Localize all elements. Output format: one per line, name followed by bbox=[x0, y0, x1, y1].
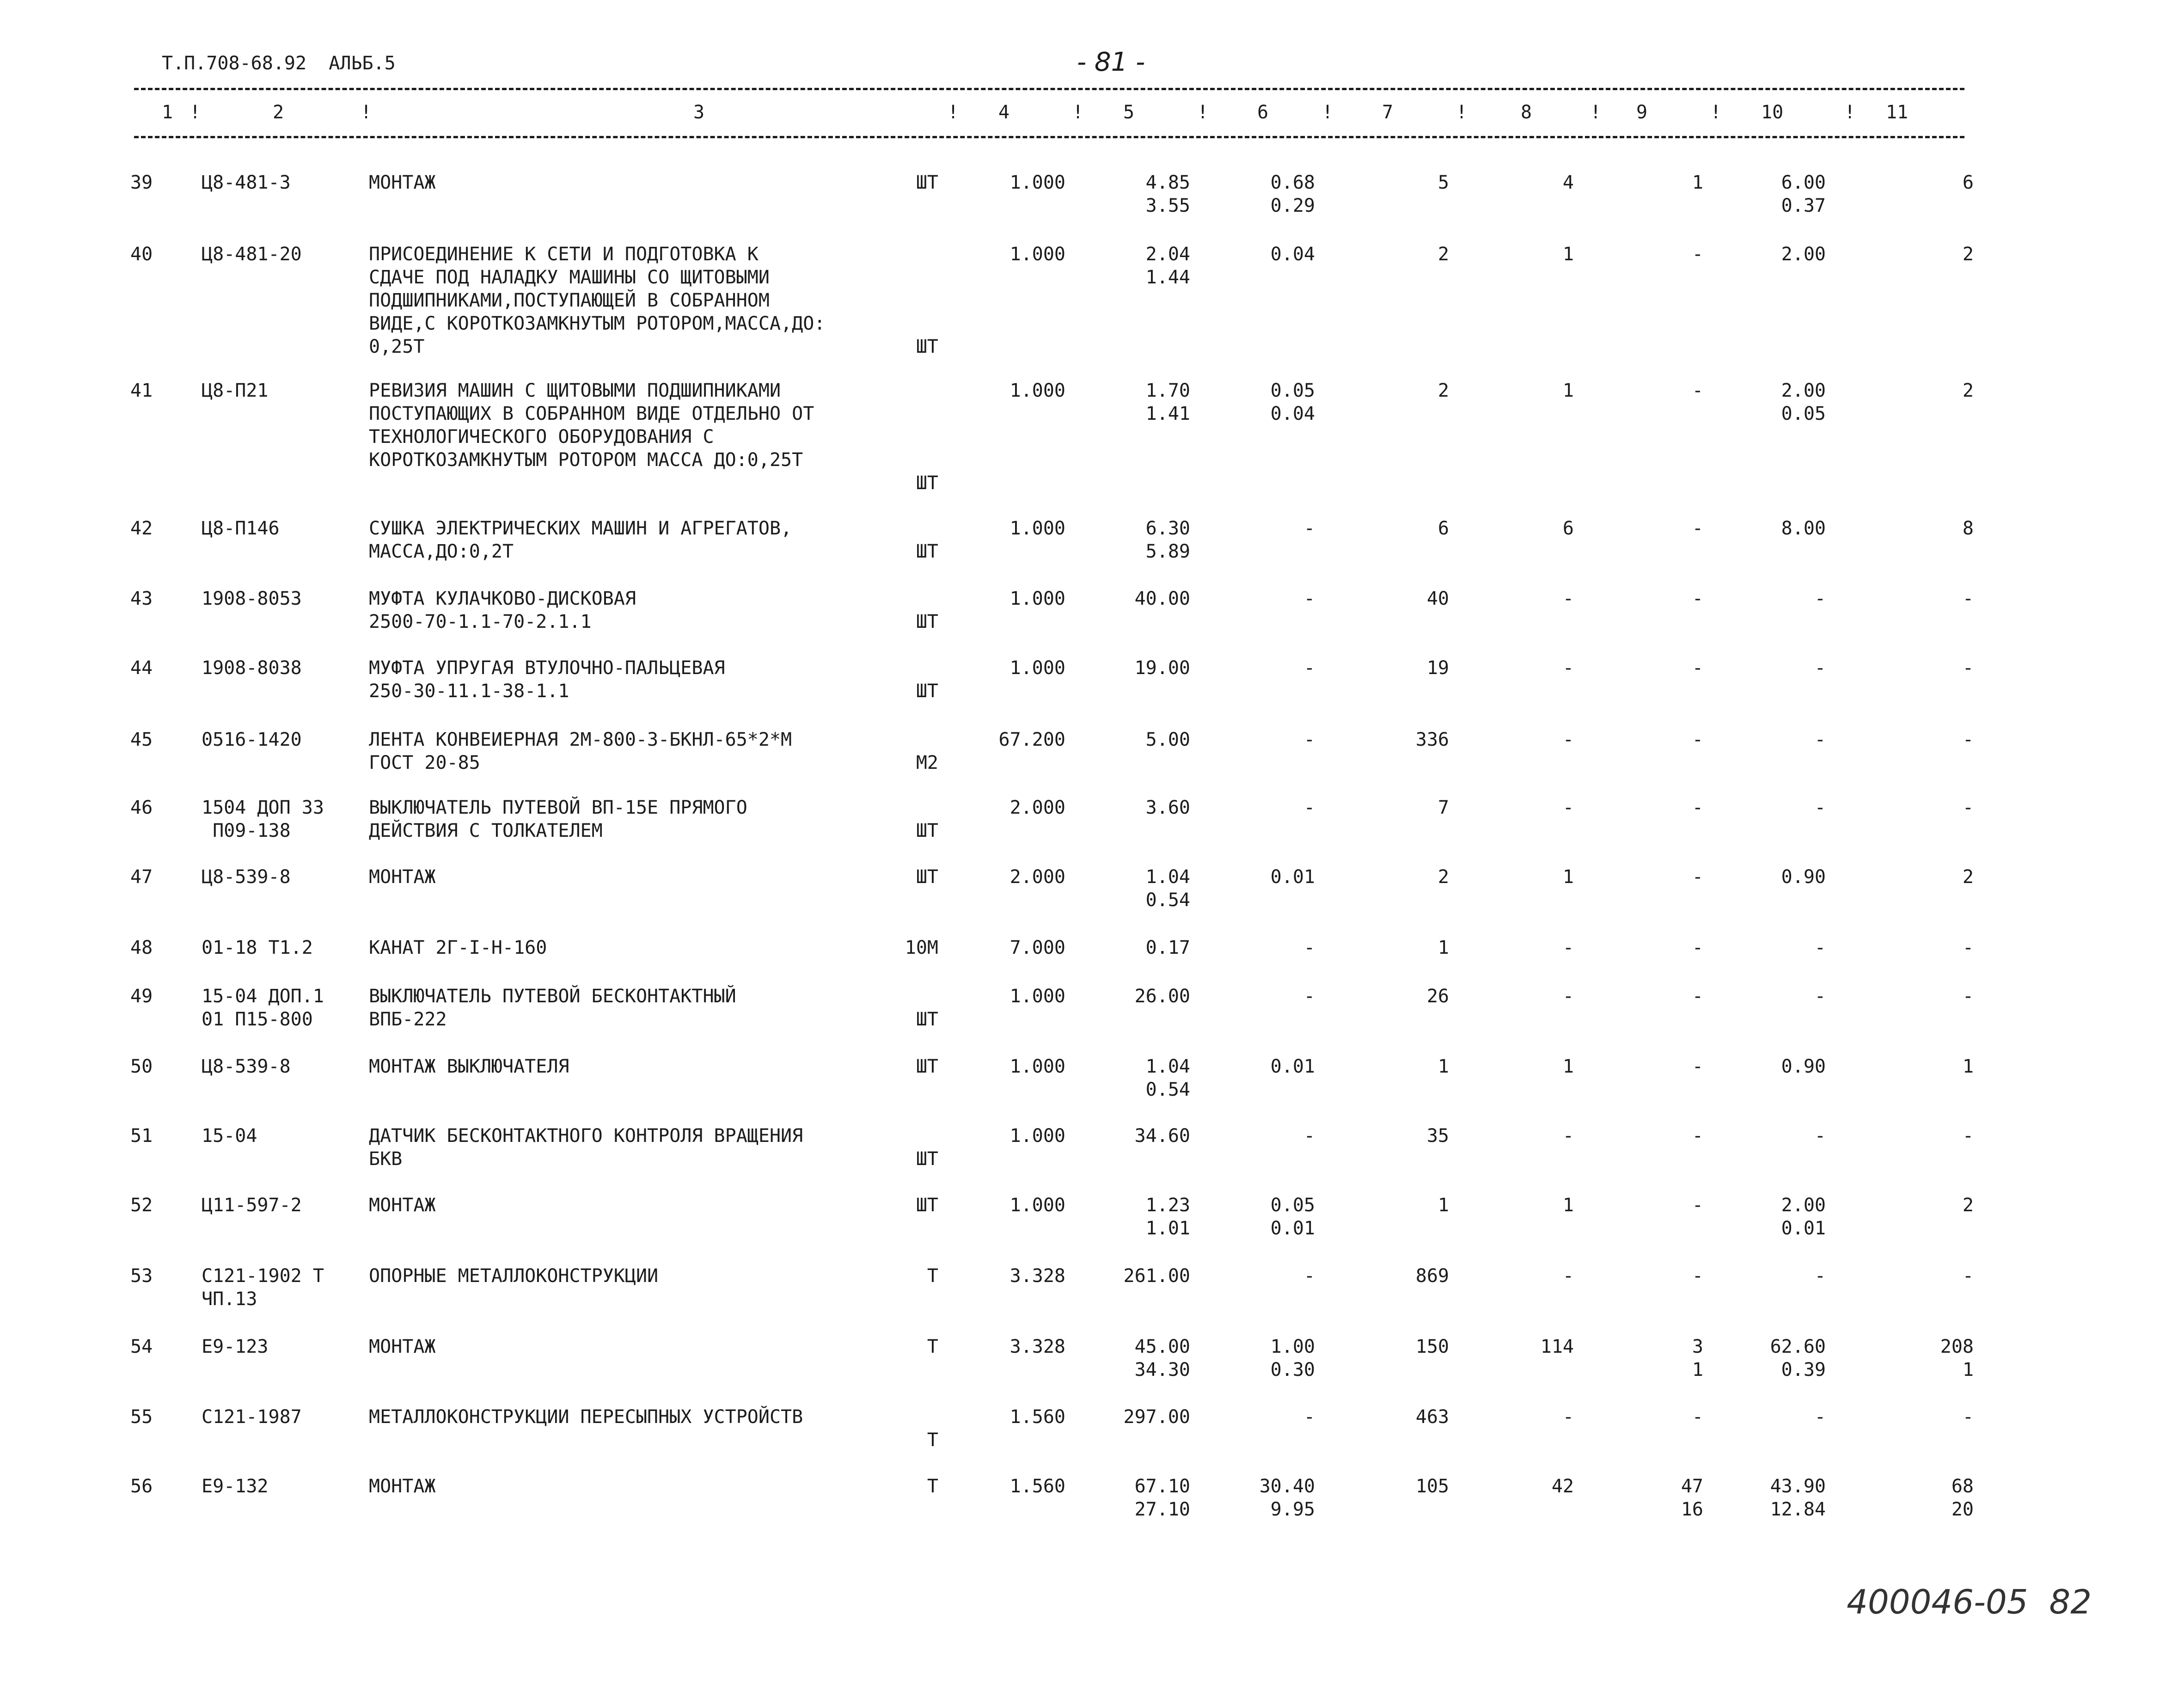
cell-total-cost: 7 bbox=[1438, 797, 1449, 818]
cell-row-number: 39 bbox=[130, 172, 153, 193]
cell-description: МЕТАЛЛОКОНСТРУКЦИИ ПЕРЕСЫПНЫХ УСТРОЙСТВ bbox=[369, 1406, 803, 1428]
cell-wages: 6 bbox=[1562, 518, 1574, 539]
cell-row-number: 42 bbox=[130, 518, 153, 539]
cell-unit-cost: 1.23 1.01 bbox=[1145, 1195, 1190, 1239]
cell-labor-total: - bbox=[1962, 1265, 1974, 1287]
cell-description: МУФТА КУЛАЧКОВО-ДИСКОВАЯ 2500-70-1.1-70-2.1.1 bbox=[369, 588, 636, 632]
cell-labor: 8.00 bbox=[1781, 518, 1826, 539]
cell-labor: 2.00 0.01 bbox=[1781, 1195, 1826, 1239]
cell-unit-cost: 40.00 bbox=[1134, 588, 1190, 609]
cell-machine-cost: - bbox=[1303, 657, 1315, 679]
cell-labor-total: 2 bbox=[1962, 1195, 1974, 1216]
cell-machine-cost: - bbox=[1303, 1406, 1315, 1428]
cell-row-number: 45 bbox=[130, 729, 153, 750]
cell-unit-cost: 297.00 bbox=[1123, 1406, 1190, 1428]
cell-labor: 0.90 bbox=[1781, 1056, 1826, 1077]
cell-code: С121-1902 Т ЧП.13 bbox=[202, 1265, 324, 1310]
cell-labor: - bbox=[1814, 1406, 1826, 1428]
column-header: 7 bbox=[1382, 102, 1394, 123]
cell-wages: 42 bbox=[1551, 1476, 1574, 1497]
cell-labor-total: - bbox=[1962, 937, 1974, 958]
cell-description: СУШКА ЭЛЕКТРИЧЕСКИХ МАШИН И АГРЕГАТОВ, МАССА,ДО:0,2Т bbox=[369, 518, 792, 562]
cell-code: 15-04 bbox=[202, 1125, 257, 1147]
cell-unit: ШТ bbox=[916, 611, 938, 632]
cell-quantity: 7.000 bbox=[1009, 937, 1065, 958]
cell-machine-wages: - bbox=[1692, 1056, 1703, 1077]
cell-machine-cost: 1.00 0.30 bbox=[1270, 1336, 1315, 1380]
cell-quantity: 67.200 bbox=[998, 729, 1065, 750]
cell-labor: 2.00 0.05 bbox=[1781, 380, 1826, 424]
cell-labor: 0.90 bbox=[1781, 866, 1826, 888]
column-header: 11 bbox=[1886, 102, 1909, 123]
cell-unit: Т bbox=[927, 1336, 938, 1357]
cell-unit: ШТ bbox=[916, 681, 938, 702]
cell-unit-cost: 261.00 bbox=[1123, 1265, 1190, 1287]
column-header: 3 bbox=[693, 102, 705, 123]
cell-total-cost: 5 bbox=[1438, 172, 1449, 193]
cell-description: ВЫКЛЮЧАТЕЛЬ ПУТЕВОЙ БЕСКОНТАКТНЫЙ ВПБ-222 bbox=[369, 986, 736, 1030]
cell-machine-wages: - bbox=[1692, 657, 1703, 679]
cell-labor: 62.60 0.39 bbox=[1770, 1336, 1826, 1380]
cell-total-cost: 1 bbox=[1438, 1195, 1449, 1216]
cell-unit: ШТ bbox=[916, 866, 938, 888]
cell-wages: 1 bbox=[1562, 380, 1574, 401]
cell-machine-wages: - bbox=[1692, 244, 1703, 265]
cell-labor-total: - bbox=[1962, 1125, 1974, 1147]
cell-machine-wages: 3 1 bbox=[1692, 1336, 1703, 1380]
cell-wages: - bbox=[1562, 797, 1574, 818]
cell-description: ДАТЧИК БЕСКОНТАКТНОГО КОНТРОЛЯ ВРАЩЕНИЯ БКВ bbox=[369, 1125, 803, 1170]
cell-row-number: 48 bbox=[130, 937, 153, 958]
cell-unit-cost: 67.10 27.10 bbox=[1134, 1476, 1190, 1520]
cell-machine-cost: 0.05 0.01 bbox=[1270, 1195, 1315, 1239]
cell-total-cost: 105 bbox=[1415, 1476, 1449, 1497]
cell-quantity: 1.560 bbox=[1009, 1476, 1065, 1497]
cell-labor-total: - bbox=[1962, 729, 1974, 750]
cell-machine-wages: - bbox=[1692, 518, 1703, 539]
cell-machine-wages: - bbox=[1692, 1406, 1703, 1428]
cell-description: РЕВИЗИЯ МАШИН С ЩИТОВЫМИ ПОДШИПНИКАМИ ПОСТУПАЮЩИХ В СОБРАННОМ ВИДЕ ОТДЕЛЬНО ОТ ТЕХНОЛОГИЧЕСКОГО ОБОРУДОВАНИЯ С КОРОТКОЗАМКНУТЫМ РОТОРОМ МАССА ДО:0,25Т bbox=[369, 380, 814, 471]
cell-machine-cost: 0.04 bbox=[1270, 244, 1315, 265]
cell-unit: ШТ bbox=[916, 172, 938, 193]
cell-labor-total: 8 bbox=[1962, 518, 1974, 539]
cell-quantity: 1.000 bbox=[1009, 588, 1065, 609]
cell-row-number: 54 bbox=[130, 1336, 153, 1357]
cell-machine-wages: - bbox=[1692, 380, 1703, 401]
cell-machine-wages: - bbox=[1692, 1125, 1703, 1147]
cell-row-number: 55 bbox=[130, 1406, 153, 1428]
cell-row-number: 52 bbox=[130, 1195, 153, 1216]
cell-row-number: 56 bbox=[130, 1476, 153, 1497]
cell-unit-cost: 1.04 0.54 bbox=[1145, 1056, 1190, 1100]
cell-machine-cost: - bbox=[1303, 518, 1315, 539]
cell-unit: ШТ bbox=[916, 1148, 938, 1170]
cell-wages: - bbox=[1562, 657, 1574, 679]
cell-unit: ШТ bbox=[916, 541, 938, 562]
cell-total-cost: 150 bbox=[1415, 1336, 1449, 1357]
cell-unit-cost: 3.60 bbox=[1145, 797, 1190, 818]
cell-labor-total: - bbox=[1962, 986, 1974, 1007]
cell-wages: 1 bbox=[1562, 244, 1574, 265]
cell-machine-cost: - bbox=[1303, 937, 1315, 958]
cell-wages: - bbox=[1562, 937, 1574, 958]
cell-code: С121-1987 bbox=[202, 1406, 302, 1428]
cell-unit-cost: 5.00 bbox=[1145, 729, 1190, 750]
cell-wages: 114 bbox=[1540, 1336, 1574, 1357]
column-header: 9 bbox=[1636, 102, 1648, 123]
cell-unit: Т bbox=[927, 1476, 938, 1497]
column-header: 6 bbox=[1257, 102, 1269, 123]
cell-machine-cost: 0.01 bbox=[1270, 1056, 1315, 1077]
cell-code: Е9-132 bbox=[202, 1476, 269, 1497]
cell-unit: ШТ bbox=[916, 1056, 938, 1077]
cell-unit-cost: 19.00 bbox=[1134, 657, 1190, 679]
cell-machine-cost: 0.01 bbox=[1270, 866, 1315, 888]
column-header: 4 bbox=[998, 102, 1010, 123]
cell-machine-wages: - bbox=[1692, 1265, 1703, 1287]
cell-quantity: 1.000 bbox=[1009, 1125, 1065, 1147]
cell-wages: - bbox=[1562, 1406, 1574, 1428]
cell-machine-cost: - bbox=[1303, 729, 1315, 750]
cell-labor: - bbox=[1814, 797, 1826, 818]
cell-wages: - bbox=[1562, 1265, 1574, 1287]
cell-row-number: 49 bbox=[130, 986, 153, 1007]
cell-labor: - bbox=[1814, 1265, 1826, 1287]
cell-machine-wages: - bbox=[1692, 588, 1703, 609]
cell-quantity: 1.000 bbox=[1009, 1056, 1065, 1077]
cell-unit: 10М bbox=[905, 937, 938, 958]
cell-description: МОНТАЖ bbox=[369, 866, 436, 888]
cell-labor-total: 2 bbox=[1962, 866, 1974, 888]
cell-wages: 1 bbox=[1562, 1056, 1574, 1077]
cell-code: Ц8-539-8 bbox=[202, 1056, 291, 1077]
cell-quantity: 2.000 bbox=[1009, 797, 1065, 818]
cell-description: ОПОРНЫЕ МЕТАЛЛОКОНСТРУКЦИИ bbox=[369, 1265, 659, 1287]
cell-labor-total: 2 bbox=[1962, 380, 1974, 401]
cell-machine-cost: - bbox=[1303, 986, 1315, 1007]
cell-unit-cost: 2.04 1.44 bbox=[1145, 244, 1190, 288]
cell-machine-wages: - bbox=[1692, 937, 1703, 958]
cell-machine-wages: - bbox=[1692, 729, 1703, 750]
cell-labor-total: - bbox=[1962, 588, 1974, 609]
cell-description: МУФТА УПРУГАЯ ВТУЛОЧНО-ПАЛЬЦЕВАЯ 250-30-11.1-38-1.1 bbox=[369, 657, 725, 702]
cell-unit: ШТ bbox=[916, 820, 938, 841]
cell-machine-cost: - bbox=[1303, 1125, 1315, 1147]
cell-description: КАНАТ 2Г-I-Н-160 bbox=[369, 937, 547, 958]
cell-unit-cost: 0.17 bbox=[1145, 937, 1190, 958]
cell-row-number: 46 bbox=[130, 797, 153, 818]
cell-code: 1504 ДОП 33 П09-138 bbox=[202, 797, 324, 841]
cell-quantity: 2.000 bbox=[1009, 866, 1065, 888]
cell-row-number: 47 bbox=[130, 866, 153, 888]
cell-unit: ШТ bbox=[916, 1195, 938, 1216]
cell-code: 0516-1420 bbox=[202, 729, 302, 750]
cell-quantity: 1.000 bbox=[1009, 518, 1065, 539]
cell-labor: 43.90 12.84 bbox=[1770, 1476, 1826, 1520]
cell-description: ПРИСОЕДИНЕНИЕ К СЕТИ И ПОДГОТОВКА К СДАЧЕ ПОД НАЛАДКУ МАШИНЫ СО ЩИТОВЫМИ ПОДШИПНИКАМИ,ПОСТУПАЮЩЕЙ В СОБРАННОМ ВИДЕ,С КОРОТКОЗАМКНУТЫМ РОТОРОМ,МАССА,ДО: 0,25Т bbox=[369, 244, 826, 357]
cell-machine-wages: - bbox=[1692, 986, 1703, 1007]
page-number: - 81 - bbox=[1077, 47, 1145, 77]
cell-machine-cost: - bbox=[1303, 1265, 1315, 1287]
cell-unit: ШТ bbox=[916, 472, 938, 494]
cell-total-cost: 869 bbox=[1415, 1265, 1449, 1287]
cell-description: МОНТАЖ bbox=[369, 1336, 436, 1357]
cell-code: 1908-8053 bbox=[202, 588, 302, 609]
cell-code: 01-18 Т1.2 bbox=[202, 937, 313, 958]
cell-unit-cost: 6.30 5.89 bbox=[1145, 518, 1190, 562]
cell-wages: - bbox=[1562, 729, 1574, 750]
cell-machine-cost: 0.68 0.29 bbox=[1270, 172, 1315, 216]
cell-row-number: 50 bbox=[130, 1056, 153, 1077]
cell-machine-wages: - bbox=[1692, 866, 1703, 888]
cell-labor-total: 68 20 bbox=[1951, 1476, 1974, 1520]
cell-total-cost: 2 bbox=[1438, 866, 1449, 888]
cell-code: Ц8-П21 bbox=[202, 380, 269, 401]
cell-unit: М2 bbox=[916, 752, 938, 773]
cell-unit: Т bbox=[927, 1429, 938, 1451]
cell-quantity: 3.328 bbox=[1009, 1265, 1065, 1287]
cell-wages: - bbox=[1562, 986, 1574, 1007]
cell-quantity: 1.000 bbox=[1009, 657, 1065, 679]
cell-code: Ц8-481-3 bbox=[202, 172, 291, 193]
cell-machine-wages: - bbox=[1692, 797, 1703, 818]
cell-labor-total: - bbox=[1962, 657, 1974, 679]
cell-unit-cost: 45.00 34.30 bbox=[1134, 1336, 1190, 1380]
cell-description: МОНТАЖ bbox=[369, 172, 436, 193]
cell-code: Ц8-481-20 bbox=[202, 244, 302, 265]
document-code: Т.П.708-68.92 АЛЬБ.5 bbox=[162, 53, 396, 74]
cell-unit: ШТ bbox=[916, 336, 938, 357]
cell-labor-total: 208 1 bbox=[1940, 1336, 1974, 1380]
cell-total-cost: 1 bbox=[1438, 937, 1449, 958]
cell-labor: - bbox=[1814, 986, 1826, 1007]
cell-wages: 1 bbox=[1562, 866, 1574, 888]
cell-code: 1908-8038 bbox=[202, 657, 302, 679]
cell-total-cost: 1 bbox=[1438, 1056, 1449, 1077]
cell-machine-cost: - bbox=[1303, 797, 1315, 818]
cell-row-number: 53 bbox=[130, 1265, 153, 1287]
cell-labor: - bbox=[1814, 657, 1826, 679]
header-divider-top bbox=[134, 88, 1964, 90]
cell-labor: - bbox=[1814, 588, 1826, 609]
cell-description: МОНТАЖ bbox=[369, 1195, 436, 1216]
cell-machine-wages: - bbox=[1692, 1195, 1703, 1216]
column-header: 2 bbox=[273, 102, 284, 123]
cell-labor: - bbox=[1814, 937, 1826, 958]
cell-row-number: 51 bbox=[130, 1125, 153, 1147]
cell-labor: - bbox=[1814, 729, 1826, 750]
cell-row-number: 44 bbox=[130, 657, 153, 679]
cell-unit-cost: 1.04 0.54 bbox=[1145, 866, 1190, 911]
cell-machine-cost: 30.40 9.95 bbox=[1259, 1476, 1315, 1520]
cell-machine-cost: - bbox=[1303, 588, 1315, 609]
column-header: 8 bbox=[1521, 102, 1532, 123]
cell-quantity: 1.000 bbox=[1009, 380, 1065, 401]
cell-description: ЛЕНТА КОНВЕИЕРНАЯ 2М-800-3-БКНЛ-65*2*М ГОСТ 20-85 bbox=[369, 729, 792, 773]
cell-unit-cost: 34.60 bbox=[1134, 1125, 1190, 1147]
cell-description: МОНТАЖ bbox=[369, 1476, 436, 1497]
cell-quantity: 1.560 bbox=[1009, 1406, 1065, 1428]
cell-labor: 2.00 bbox=[1781, 244, 1826, 265]
cell-code: Ц11-597-2 bbox=[202, 1195, 302, 1216]
cell-code: Е9-123 bbox=[202, 1336, 269, 1357]
cell-total-cost: 26 bbox=[1426, 986, 1449, 1007]
cell-total-cost: 463 bbox=[1415, 1406, 1449, 1428]
cell-quantity: 3.328 bbox=[1009, 1336, 1065, 1357]
cell-unit: Т bbox=[927, 1265, 938, 1287]
cell-machine-wages: 1 bbox=[1692, 172, 1703, 193]
cell-total-cost: 19 bbox=[1426, 657, 1449, 679]
cell-quantity: 1.000 bbox=[1009, 172, 1065, 193]
cell-total-cost: 35 bbox=[1426, 1125, 1449, 1147]
cell-description: ВЫКЛЮЧАТЕЛЬ ПУТЕВОЙ ВП-15Е ПРЯМОГО ДЕЙСТВИЯ С ТОЛКАТЕЛЕМ bbox=[369, 797, 747, 841]
cell-wages: - bbox=[1562, 588, 1574, 609]
cell-labor-total: 1 bbox=[1962, 1056, 1974, 1077]
cell-wages: - bbox=[1562, 1125, 1574, 1147]
cell-code: Ц8-П146 bbox=[202, 518, 280, 539]
cell-unit-cost: 1.70 1.41 bbox=[1145, 380, 1190, 424]
cell-total-cost: 336 bbox=[1415, 729, 1449, 750]
cell-row-number: 40 bbox=[130, 244, 153, 265]
cell-labor: 6.00 0.37 bbox=[1781, 172, 1826, 216]
cell-labor-total: 6 bbox=[1962, 172, 1974, 193]
column-header: 10 bbox=[1761, 102, 1784, 123]
cell-unit-cost: 4.85 3.55 bbox=[1145, 172, 1190, 216]
cell-quantity: 1.000 bbox=[1009, 244, 1065, 265]
cell-total-cost: 2 bbox=[1438, 380, 1449, 401]
cell-total-cost: 6 bbox=[1438, 518, 1449, 539]
cell-labor-total: - bbox=[1962, 797, 1974, 818]
archive-stamp: 400046-05 82 bbox=[1847, 1583, 2092, 1621]
column-header: 5 bbox=[1123, 102, 1135, 123]
cell-wages: 1 bbox=[1562, 1195, 1574, 1216]
cell-row-number: 41 bbox=[130, 380, 153, 401]
cell-machine-cost: 0.05 0.04 bbox=[1270, 380, 1315, 424]
cell-code: 15-04 ДОП.1 01 П15-800 bbox=[202, 986, 324, 1030]
cell-quantity: 1.000 bbox=[1009, 986, 1065, 1007]
cell-wages: 4 bbox=[1562, 172, 1574, 193]
cell-machine-wages: 47 16 bbox=[1681, 1476, 1703, 1520]
cell-row-number: 43 bbox=[130, 588, 153, 609]
column-header: 1 bbox=[162, 102, 173, 123]
cell-quantity: 1.000 bbox=[1009, 1195, 1065, 1216]
cell-code: Ц8-539-8 bbox=[202, 866, 291, 888]
cell-total-cost: 2 bbox=[1438, 244, 1449, 265]
cell-labor-total: - bbox=[1962, 1406, 1974, 1428]
header-divider-bottom bbox=[134, 136, 1964, 138]
cell-labor-total: 2 bbox=[1962, 244, 1974, 265]
cell-total-cost: 40 bbox=[1426, 588, 1449, 609]
cell-description: МОНТАЖ ВЫКЛЮЧАТЕЛЯ bbox=[369, 1056, 569, 1077]
cell-unit: ШТ bbox=[916, 1009, 938, 1030]
cell-unit-cost: 26.00 bbox=[1134, 986, 1190, 1007]
cell-labor: - bbox=[1814, 1125, 1826, 1147]
